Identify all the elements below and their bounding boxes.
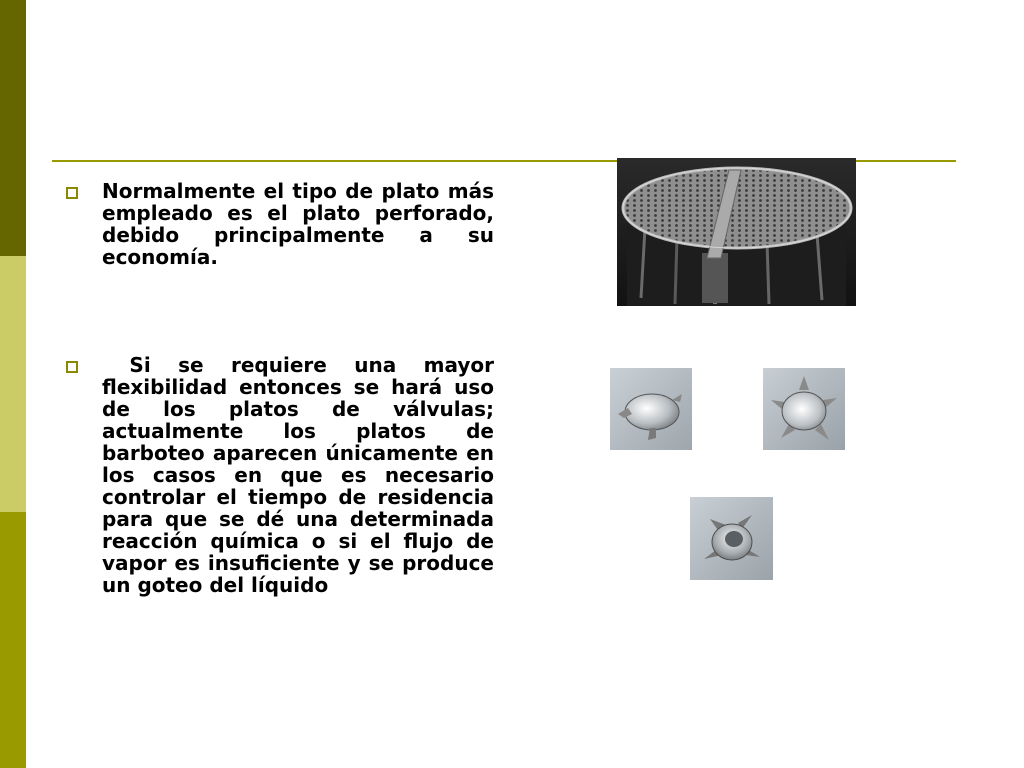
bullet-text: Si se requiere una mayor flexibilidad entonces se hará uso de los platos de válvulas; actualmente los platos de barboteo aparecen únicamente en los casos en que es necesario controlar el tiempo de residencia para que se dé una determinada reacción química o si el flujo de vapor es insuficiente y se produce un goteo del líquido xyxy=(102,353,501,597)
valve-cap-photo xyxy=(763,368,845,450)
square-bullet-icon xyxy=(66,187,78,199)
sidebar-segment-dark xyxy=(0,0,26,256)
square-bullet-icon xyxy=(66,361,78,373)
bullet-item-valve-trays xyxy=(62,353,501,597)
bullet-list xyxy=(62,179,501,597)
perforated-tray-photo xyxy=(617,158,856,306)
sidebar-segment-mid xyxy=(0,512,26,768)
valve-cap-photo xyxy=(610,368,692,450)
bullet-text: Normalmente el tipo de plato más empleado es el plato perforado, debido principalmente a su economía. xyxy=(102,179,494,269)
bullet-item-perforated-tray xyxy=(62,180,494,268)
sidebar-segment-light xyxy=(0,256,26,512)
valve-cap-photo xyxy=(690,497,773,580)
sidebar-accent xyxy=(0,0,26,768)
